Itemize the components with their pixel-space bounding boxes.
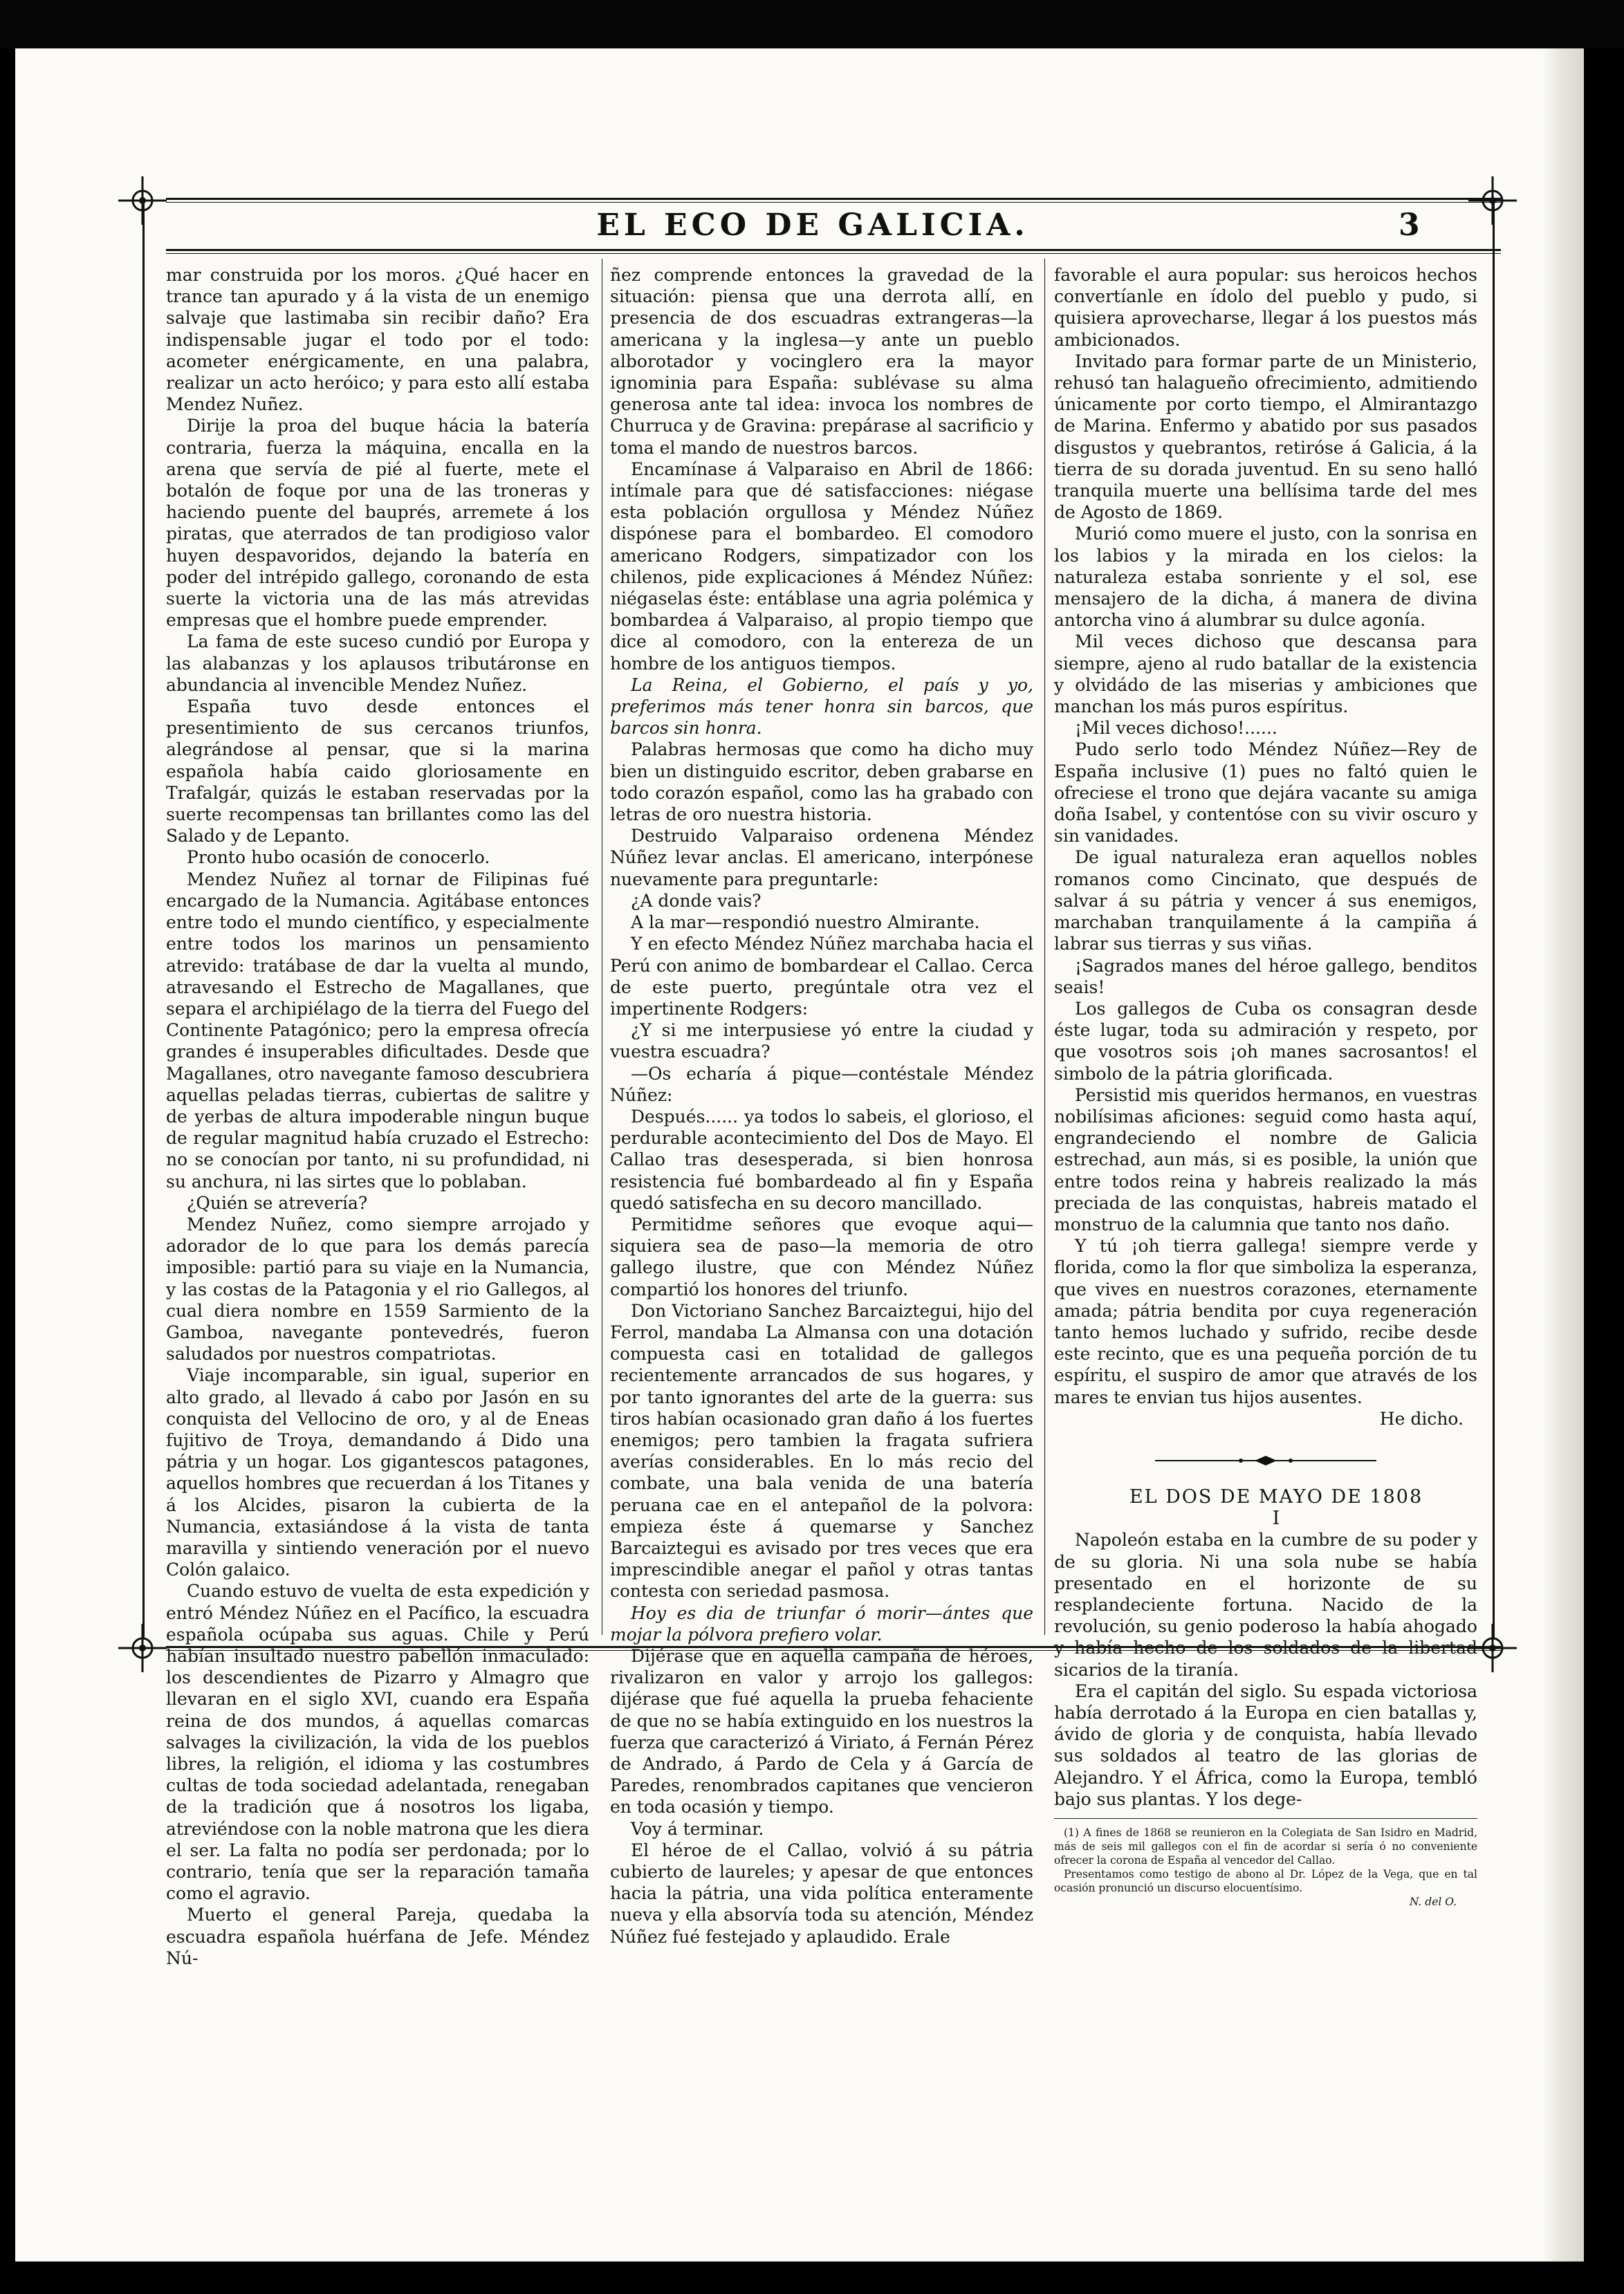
paragraph: Destruido Valparaiso ordenena Méndez Núñez levar anclas. El americano, interpónese nuevamente para preguntarle: xyxy=(610,826,1033,889)
paragraph: España tuvo desde entonces el presentimiento de sus cercanos triunfos, alegrándose al pensar, que si la marina española había caido gloriosamente en Trafalgár, quizás le estaban reservadas por la suerte recompensas tan brillantes como las del Salado y de Lepanto. xyxy=(166,696,589,847)
paragraph: ¿Quién se atrevería? xyxy=(187,1192,368,1213)
corner-ornament-bottom-left-icon xyxy=(118,1624,167,1672)
paragraph: Los gallegos de Cuba os consagran desde éste lugar, toda su admiración y respeto, por que vosotros sois ¡oh manes sacrosantos! el simbolo de la pátria glorificada. xyxy=(1054,998,1477,1084)
quote: Hoy es dia de triunfar ó morir—ántes que mojar la pólvora prefiero volar. xyxy=(610,1602,1033,1645)
paragraph: Pronto hubo ocasión de conocerlo. xyxy=(187,847,490,868)
paragraph: Muerto el general Pareja, quedaba la escuadra española huérfana de Jefe. Méndez Nú- xyxy=(166,1905,589,1968)
paragraph: ¡Sagrados manes del héroe gallego, benditos seais! xyxy=(1054,955,1477,997)
header-rule-top-inner xyxy=(166,202,1501,203)
column-2 xyxy=(610,264,1033,1948)
paragraph: ¿Y si me interpusiese yó entre la ciudad y vuestra escuadra? xyxy=(610,1020,1033,1062)
section-number: I xyxy=(1272,1508,1280,1530)
paragraph: De igual naturaleza eran aquellos nobles romanos como Cincinato, que después de salvar á su pátria y vencer á sus enemigos, marchaban tranquilamente á la campiña á labrar sus tierras y sus viñas. xyxy=(1054,847,1477,954)
paragraph: Dirije la proa del buque hácia la batería contraria, fuerza la máquina, encalla en la arena que servía de pié al fuerte, mete el botalón de foque por una de las troneras y haciendo puente del bauprés, arremete á los piratas, que aterrados de tan prodigioso valor huyen despavoridos, dejando la batería en poder del intrépido gallego, coronando de esta suerte la victoria una de las más atrevidas empresas que el hombre puede emprender. xyxy=(166,416,589,631)
section-divider-icon xyxy=(1155,1456,1376,1465)
column-divider-2 xyxy=(1044,259,1045,1635)
paragraph: El héroe de el Callao, volvió á su pátria cubierto de laureles; y apesar de que entonces hacia la pátria, una vida política enteramente nueva y ella absorvía toda su atención, Méndez Núñez fué festejado y aplaudido. Erale xyxy=(610,1840,1033,1947)
paragraph: ¡Mil veces dichoso!...... xyxy=(1075,718,1277,739)
footnote-signature: N. del O. xyxy=(1409,1896,1457,1909)
paragraph: ñez comprende entonces la gravedad de la situación: piensa que una derrota allí, en presencia de dos escuadras extrangeras—la americana y la inglesa—y ante un pueblo alborotador y vocinglero era la mayor ignominia para España: sublévase su alma generosa ante tal idea: invoca los nombres de Churruca y de Gravina: prepárase al sacrificio y toma el mando de nuestros barcos. xyxy=(610,265,1033,458)
paragraph: Mil veces dichoso que descansa para siempre, ajeno al rudo batallar de la existencia y olvidádo de las miserias y ambiciones que manchan los más puros espíritus. xyxy=(1054,631,1477,717)
paragraph: Pudo serlo todo Méndez Núñez—Rey de España inclusive (1) pues no faltó quien le ofreciese el trono que dejára vacante su amiga doña Isabel, y contentóse con su vivir oscuro y sin vanidades. xyxy=(1054,739,1477,847)
header-rule-bottom xyxy=(166,249,1501,251)
paragraph: Viaje incomparable, sin igual, superior en alto grado, al llevado á cabo por Jasón en su conquista del Vellocino de oro, y al de Eneas fujitivo de Troya, demandando á Dido una pátria y un hogar. Los gigantescos patagones, aquellos hombres que recuerdan á los Titanes y á los Alcides, pisaron la cubierta de la Numancia, extasiándose á la vista de tanta maravilla y sintiendo veneración por el nuevo Colón galaico. xyxy=(166,1365,589,1580)
column-1 xyxy=(166,264,589,1969)
footnote: Presentamos como testigo de abono al Dr. López de la Vega, que en tal ocasión pronunció un discurso elocuentísimo. xyxy=(1054,1868,1477,1895)
newspaper-title: EL ECO DE GALICIA. xyxy=(596,207,1029,243)
paragraph: mar construida por los moros. ¿Qué hacer en trance tan apurado y á la vista de un enemigo salvaje que lastimaba sin recibir daño? Era indispensable jugar el todo por el todo: acometer enérgicamente, en una palabra, realizar un acto heróico; y para esto allí estaba Mendez Nuñez. xyxy=(166,265,589,415)
corner-ornament-top-left-icon xyxy=(118,176,167,225)
paragraph: ¿A donde vais? xyxy=(631,890,762,911)
frame-left xyxy=(142,201,145,1639)
paragraph: Murió como muere el justo, con la sonrisa en los labios y la mirada en los cielos: la naturaleza estaba sonriente y el sol, ese mensajero de la dicha, á manera de divina antorcha vino á alumbrar su dulce agonía. xyxy=(1054,524,1477,631)
header-rule-bottom-inner xyxy=(166,253,1501,254)
corner-ornament-top-right-icon xyxy=(1468,176,1517,225)
footnotes xyxy=(1054,1818,1477,1909)
paragraph: Era el capitán del siglo. Su espada victoriosa había derrotado á la Europa en cien batallas y, ávido de gloria y de conquista, había llevado sus soldados al teatro de las glorias de Alejandro. Y el África, como la Europa, tembló bajo sus plantas. Y los dege- xyxy=(1054,1681,1477,1809)
paragraph: Napoleón estaba en la cumbre de su poder y de su gloria. Ni una sola nube se había presentado en el horizonte de su resplandeciente fortuna. Nacido de la revolución, su genio poderoso la había ahogado y había hecho de los soldados de la libertad sicarios de la tiranía. xyxy=(1054,1530,1477,1680)
paragraph: Dijérase que en aquella campaña de héroes, rivalizaron en valor y arrojo los gallegos: dijérase que fué aquella la prueba fehaciente de que no se había extinguido en los nuestros la fuerza que caracterizó á Viriato, á Fernán Pérez de Andrado, á Pardo de Cela y á García de Paredes, renombrados capitanes que vencieron en toda ocasión y tiempo. xyxy=(610,1646,1033,1817)
paragraph: La fama de este suceso cundió por Europa y las alabanzas y los aplausos tributáronse en abundancia al invencible Mendez Nuñez. xyxy=(166,631,589,695)
paragraph: favorable el aura popular: sus heroicos hechos convertíanle en ídolo del pueblo y pudo, si quisiera aprovecharse, llegar á los puestos más ambicionados. xyxy=(1054,265,1477,350)
footnote: (1) A fines de 1868 se reunieron en la Colegiata de San Isidro en Madrid, más de seis mil gallegos con el fin de acordar si sería ó no conveniente ofrecer la corona de España al vencedor del Callao. xyxy=(1054,1826,1477,1867)
paragraph: Don Victoriano Sanchez Barcaiztegui, hijo del Ferrol, mandaba La Almansa con una dotación compuesta casi en totalidad de gallegos recientemente arrancados de sus hogares, y por tanto ignorantes del arte de la guerra: sus tiros habían ocasionado gran daño á los fuertes enemigos; pero tambien la fragata sufriera averías considerables. En lo más recio del combate, una bala venida de una batería peruana cae en el antepañol de la polvora: empieza éste á quemarse y Sanchez Barcaiztegui es avisado por tres veces que era imprescindible anegar el pañol y otras tantas contesta con seriedad pasmosa. xyxy=(610,1300,1033,1602)
page-fold-shadow xyxy=(1542,48,1584,2261)
paragraph: Permitidme señores que evoque aqui—siquiera sea de paso—la memoria de otro gallego ilustre, que con Méndez Núñez compartió los honores del triunfo. xyxy=(610,1214,1033,1299)
paragraph: Y tú ¡oh tierra gallega! siempre verde y florida, como la flor que simboliza la esperanza, que vives en nuestros corazones, eternamente amada; pátria bendita por cuya regeneración tanto hemos luchado y sufrido, recibe desde este recinto, que es una pequeña porción de tu espíritu, el suspiro de amor que através de los mares te envian tus hijos ausentes. xyxy=(1054,1236,1477,1407)
paragraph: Palabras hermosas que como ha dicho muy bien un distinguido escritor, deben grabarse en todo corazón español, como las ha grabado con letras de oro nuestra historia. xyxy=(610,739,1033,825)
paragraph: Voy á terminar. xyxy=(631,1818,764,1839)
paragraph: Persistid mis queridos hermanos, en vuestras nobilísimas aficiones: seguid como hasta aquí, engrandeciendo el nombre de Galicia estrechad, aun más, si es posible, la unión que entre todos reina y habreis realizado la más preciada de las conquistas, habreis matado el monstruo de la calumnia que tanto nos daño. xyxy=(1054,1084,1477,1234)
paragraph: Mendez Nuñez, como siempre arrojado y adorador de lo que para los demás parecía imposible: partió para su viaje en la Numancia, y las costas de la Patagonia y el rio Gallegos, al cual diera nombre en 1559 Sarmiento de la Gamboa, navegante pontevedrés, fueron saludados por nuestros compatriotas. xyxy=(166,1214,589,1365)
paragraph: Mendez Nuñez al tornar de Filipinas fué encargado de la Numancia. Agitábase entonces entre todo el mundo científico, y especialmente entre todos los marinos un pensamiento atrevido: tratábase de dar la vuelta al mundo, atravesando el Estrecho de Magallanes, que separa el archipiélago de la tierra del Fuego del Continente Patagónico; pero la empresa ofrecía grandes é insuperables dificultades. Desde que Magallanes, otro navegante famoso descubriera aquellas peladas tierras, cubiertas de salitre y de yerbas de altura impoderable ningun buque de regular magnitud había cruzado el Estrecho: no se conocían por tanto, ni su profundidad, ni su anchura, ni las sirtes que lo poblaban. xyxy=(166,869,589,1192)
paragraph: Invitado para formar parte de un Ministerio, rehusó tan halagueño ofrecimiento, admitiendo únicamente por corto tiempo, el Almirantazgo de Marina. Enfermo y abatido por sus pasados disgustos y quebrantos, retiróse á Galicia, á la tierra de su dorada juventud. En su seno halló tranquila muerte una bellísima tarde del mes de Agosto de 1869. xyxy=(1054,351,1477,523)
paragraph: Y en efecto Méndez Núñez marchaba hacia el Perú con animo de bombardear el Callao. Cerca de este puerto, pregúntale otra vez el impertinente Rodgers: xyxy=(610,934,1033,1019)
section-title: EL DOS DE MAYO DE 1808 xyxy=(1129,1486,1423,1508)
paragraph: A la mar—respondió nuestro Almirante. xyxy=(631,912,980,933)
paragraph: Encamínase á Valparaiso en Abril de 1866: intímale para que dé satisfacciones: niégase esta población orgullosa y Méndez Núñez dispónese para el bombardeo. El comodoro americano Rodgers, simpatizador con los chilenos, pide explicaciones á Méndez Núñez: niégaselas éste: entáblase una agria polémica y bombardea á Valparaiso, al propio tiempo que dice al comodoro, con la entereza de un hombre de los antiguos tiempos. xyxy=(610,459,1033,674)
paragraph: Cuando estuvo de vuelta de esta expedición y entró Méndez Núñez en el Pacífico, la escuadra española ocúpaba sus aguas. Chile y Perú habían insultado nuestro pabellón inmaculado: los descendientes de Pizarro y Almagro que llevaran en el siglo XVI, cuando era España reina de dos mundos, á aquellas comarcas salvages la civilización, la vida de los pueblos libres, la religión, el idioma y las costumbres cultas de toda sociedad adelantada, renegaban de la tradición que á nosotros los ligaba, atreviéndose con la noble matrona que les diera el ser. La falta no podía ser perdonada; por lo contrario, tenía que ser la reparación tamaña como el agravio. xyxy=(166,1581,589,1904)
page-number: 3 xyxy=(1399,207,1420,243)
scan-border-top xyxy=(0,0,1624,48)
frame-right xyxy=(1493,201,1495,1639)
header-rule-top xyxy=(166,198,1501,200)
signoff: He dicho. xyxy=(1379,1408,1464,1429)
paragraph: —Os echaría á pique—contéstale Méndez Núñez: xyxy=(610,1063,1033,1105)
quote: La Reina, el Gobierno, el país y yo, preferimos más tener honra sin barcos, que barcos sin honra. xyxy=(610,674,1033,739)
column-3 xyxy=(1054,264,1477,1909)
paragraph: Después...... ya todos lo sabeis, el glorioso, el perdurable acontecimiento del Dos de Mayo. El Callao tras desesperada, si bien honrosa resistencia fué bombardeado al fin y España quedó satisfecha en su decoro mancillado. xyxy=(610,1106,1033,1213)
